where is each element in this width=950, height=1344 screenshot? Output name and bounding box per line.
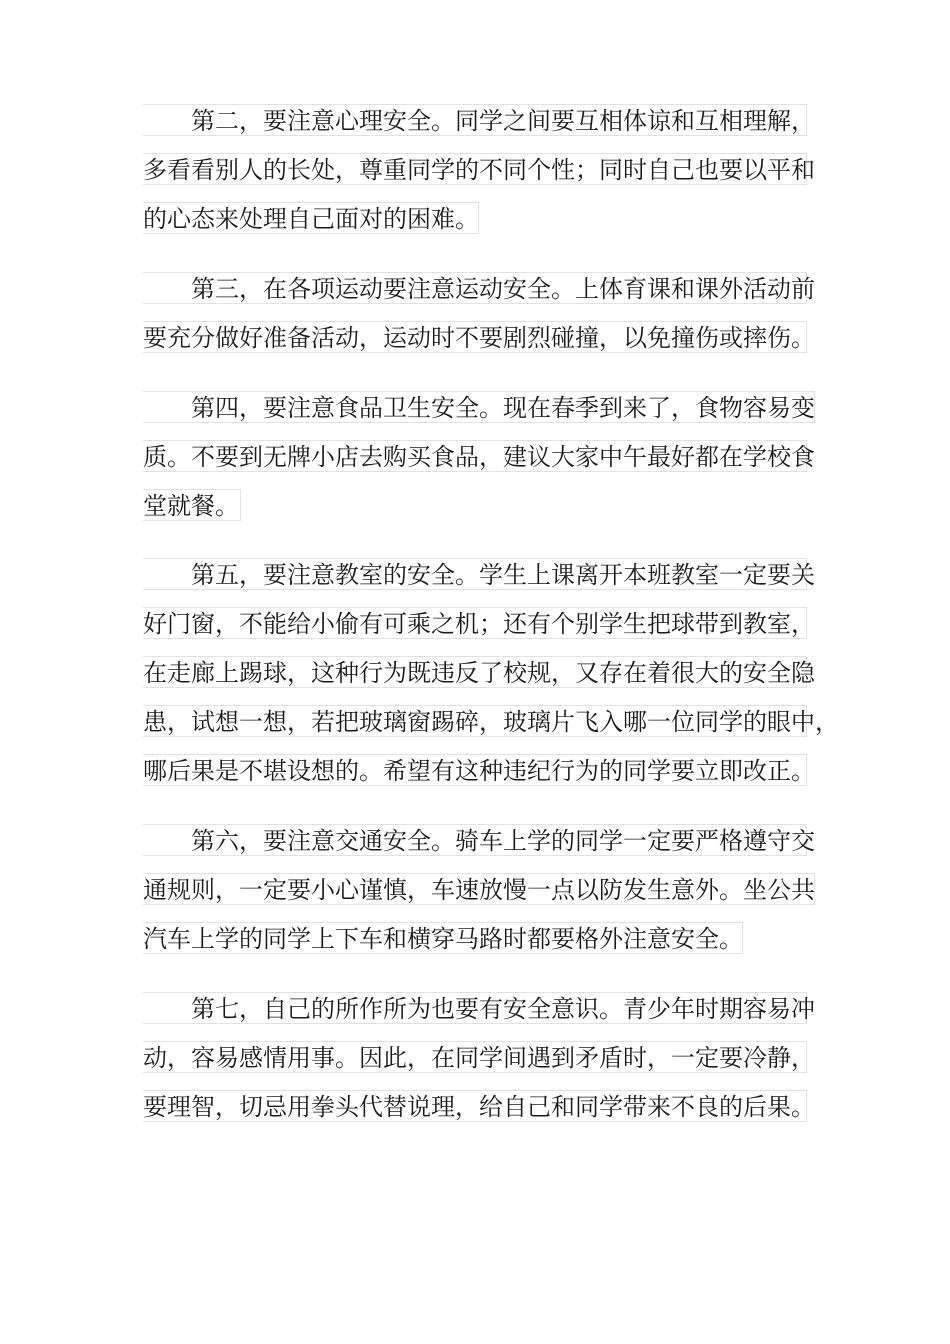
paragraph-line: 哪后果是不堪设想的。希望有这种违纪行为的同学要立即改正。 [143,754,807,786]
paragraph-line: 多看看别人的长处，尊重同学的不同个性；同时自己也要以平和 [143,153,807,185]
paragraph-line: 第二，要注意心理安全。同学之间要互相体谅和互相理解， [143,104,807,136]
paragraph-line: 通规则，一定要小心谨慎，车速放慢一点以防发生意外。坐公共 [143,873,815,905]
paragraph-line: 第七，自己的所作所为也要有安全意识。青少年时期容易冲 [143,992,807,1024]
paragraph-line: 第五，要注意教室的安全。学生上课离开本班教室一定要关 [143,558,807,590]
paragraph-line: 第三，在各项运动要注意运动安全。上体育课和课外活动前 [143,272,807,304]
paragraph-line: 汽车上学的同学上下车和横穿马路时都要格外注意安全。 [143,922,743,954]
paragraph-line: 堂就餐。 [143,489,241,521]
paragraph-line: 的心态来处理自己面对的困难。 [143,202,479,234]
paragraph-line: 要充分做好准备活动，运动时不要剧烈碰撞，以免撞伤或摔伤。 [143,321,807,353]
paragraph-line: 患，试想一想，若把玻璃窗踢碎，玻璃片飞入哪一位同学的眼中， [143,705,807,737]
paragraph-line: 要理智，切忌用拳头代替说理，给自己和同学带来不良的后果。 [143,1090,807,1122]
paragraph-line: 第六，要注意交通安全。骑车上学的同学一定要严格遵守交 [143,824,807,856]
paragraph-line: 第四，要注意食品卫生安全。现在春季到来了，食物容易变 [143,391,815,423]
paragraph-line: 质。不要到无牌小店去购买食品，建议大家中午最好都在学校食 [143,440,807,472]
paragraph-line: 好门窗，不能给小偷有可乘之机；还有个别学生把球带到教室， [143,607,807,639]
paragraph-line: 在走廊上踢球，这种行为既违反了校规，又存在着很大的安全隐 [143,656,807,688]
paragraph-line: 动，容易感情用事。因此，在同学间遇到矛盾时，一定要冷静， [143,1041,807,1073]
